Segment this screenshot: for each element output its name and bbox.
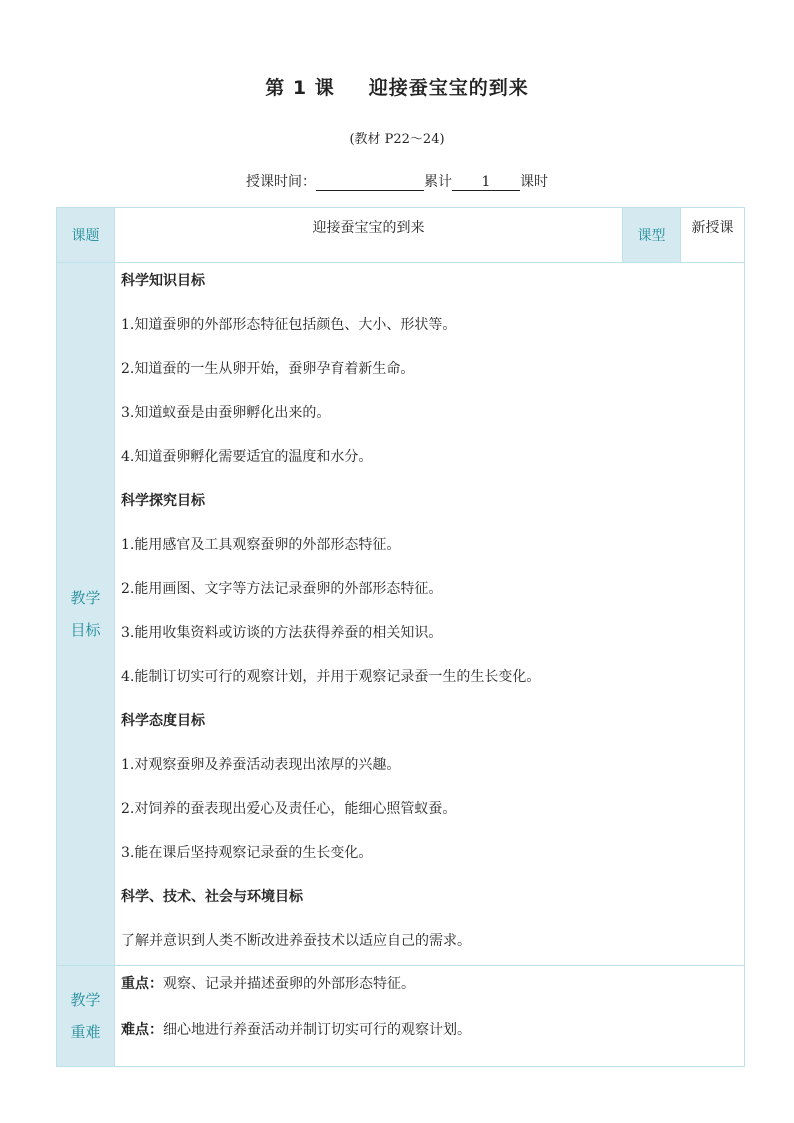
- goal-item: 4.知道蚕卵孵化需要适宜的温度和水分。: [121, 449, 373, 465]
- section-title: 科学知识目标: [121, 273, 205, 289]
- lesson-number: 第 1 课: [265, 77, 335, 99]
- goal-item: 1.对观察蚕卵及养蚕活动表现出浓厚的兴趣。: [121, 757, 401, 773]
- goals-label-line-2: 目标: [70, 621, 101, 639]
- difficult-point-label: 难点：: [121, 1022, 163, 1038]
- key-content: [115, 966, 745, 1067]
- goal-item: 4.能制订切实可行的观察计划，并用于观察记录蚕一生的生长变化。: [121, 669, 541, 685]
- type-label: 课型: [623, 208, 681, 263]
- goal-item: 3.能用收集资料或访谈的方法获得养蚕的相关知识。: [121, 625, 443, 641]
- key-point-label: 重点：: [121, 976, 163, 992]
- type-value: 新授课: [681, 208, 745, 263]
- time-blank: [316, 174, 424, 191]
- total-value: 1: [452, 174, 520, 191]
- lesson-name: 迎接蚕宝宝的到来: [368, 77, 529, 99]
- goals-content: [115, 263, 745, 966]
- section-title: 科学态度目标: [121, 713, 205, 729]
- key-label-line-2: 重难: [70, 1023, 101, 1041]
- textbook-pages: (教材 P22～24): [349, 132, 445, 147]
- goals-row: [57, 263, 745, 966]
- goal-item: 2.知道蚕的一生从卵开始，蚕卵孕育着新生命。: [121, 361, 415, 377]
- key-points-row: [57, 966, 745, 1067]
- goals-label: [57, 263, 115, 966]
- section-title: 科学、技术、社会与环境目标: [121, 889, 303, 905]
- goal-item: 3.知道蚁蚕是由蚕卵孵化出来的。: [121, 405, 331, 421]
- difficult-point-text: 细心地进行养蚕活动并制订切实可行的观察计划。: [163, 1022, 471, 1038]
- goal-item: 3.能在课后坚持观察记录蚕的生长变化。: [121, 845, 373, 861]
- key-label: [57, 966, 115, 1067]
- goal-item: 了解并意识到人类不断改进养蚕技术以适应自己的需求。: [121, 933, 471, 949]
- goal-item: 2.对饲养的蚕表现出爱心及责任心，能细心照管蚁蚕。: [121, 801, 457, 817]
- key-point-text: 观察、记录并描述蚕卵的外部形态特征。: [163, 976, 415, 992]
- lesson-plan-table: [56, 207, 745, 1067]
- section-title: 科学探究目标: [121, 493, 205, 509]
- key-label-line-1: 教学: [70, 991, 101, 1009]
- goal-item: 1.能用感官及工具观察蚕卵的外部形态特征。: [121, 537, 401, 553]
- topic-row: [57, 208, 745, 263]
- goals-label-line-1: 教学: [70, 589, 101, 607]
- key-point: [121, 970, 740, 1016]
- goal-item: 2.能用画图、文字等方法记录蚕卵的外部形态特征。: [121, 581, 443, 597]
- goal-item: 1.知道蚕卵的外部形态特征包括颜色、大小、形状等。: [121, 317, 457, 333]
- topic-value: 迎接蚕宝宝的到来: [115, 208, 623, 263]
- time-label: 授课时间：: [246, 174, 316, 190]
- topic-label: 课题: [57, 208, 115, 263]
- total-label: 累计: [424, 174, 452, 190]
- teaching-time-line: [0, 171, 794, 191]
- unit-label: 课时: [520, 174, 548, 190]
- lesson-title: [0, 73, 794, 100]
- difficult-point: [121, 1016, 740, 1062]
